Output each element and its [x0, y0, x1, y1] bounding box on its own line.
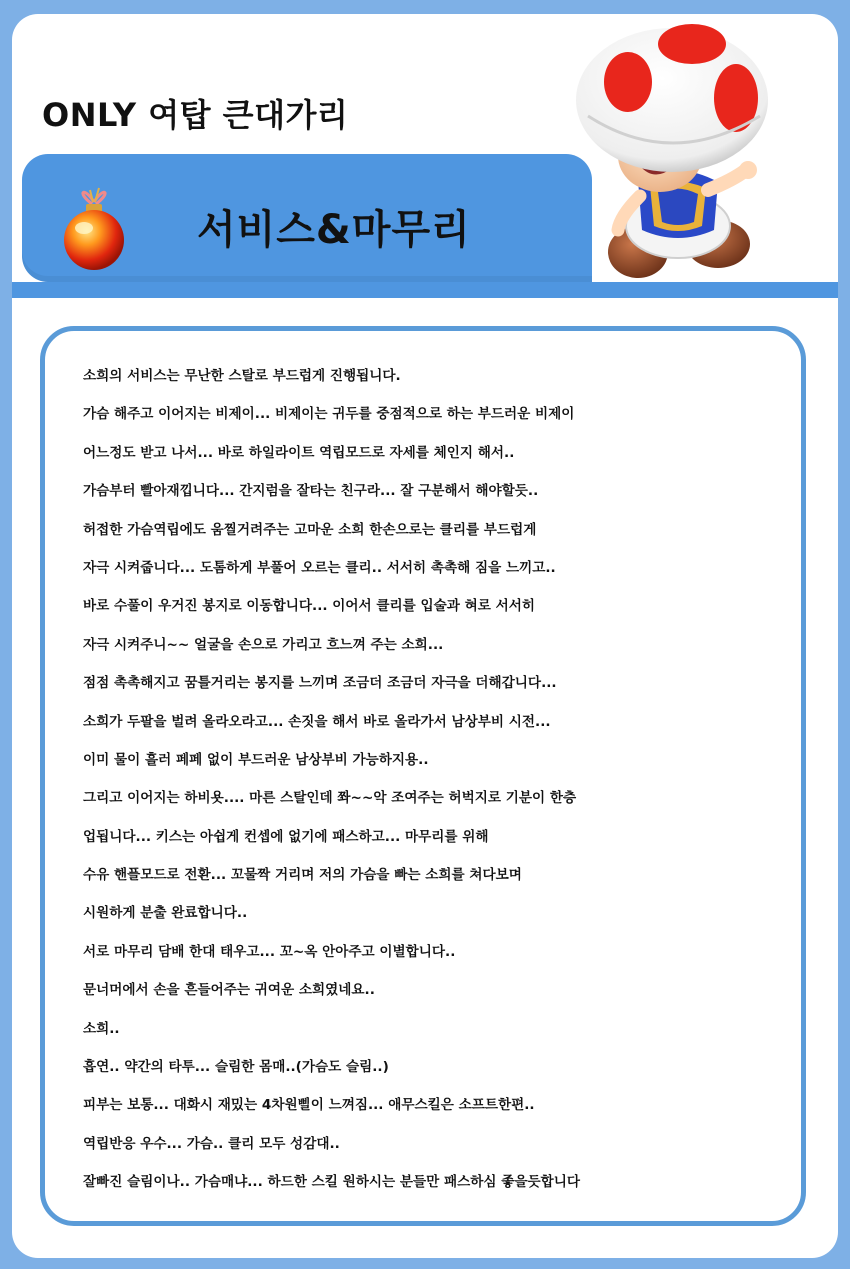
review-line: 피부는 보통... 대화시 재밌는 4차원삘이 느껴짐... 애무스킬은 소프트한편.. — [83, 1097, 535, 1114]
review-line: 업됩니다... 키스는 아쉽게 컨셉에 없기에 패스하고... 마무리를 위해 — [83, 828, 489, 845]
toad-character-illustration — [568, 20, 768, 288]
review-line: 소희의 서비스는 무난한 스탈로 부드럽게 진행됩니다. — [83, 368, 401, 384]
review-line: 허접한 가슴역립에도 움찔거려주는 고마운 소희 한손으로는 클리를 부드럽게 — [83, 521, 537, 538]
review-line: 어느정도 받고 나서... 바로 하일라이트 역립모드로 자세를 체인지 해서.. — [83, 444, 515, 461]
review-line: 문너머에서 손을 흔들어주는 귀여운 소희였네요.. — [83, 982, 375, 999]
review-line: 역립반응 우수... 가슴.. 클리 모두 성감대.. — [83, 1135, 340, 1152]
christmas-ornament-icon — [54, 182, 134, 278]
review-line: 가슴 해주고 이어지는 비제이... 비제이는 귀두를 중점적으로 하는 부드러운 비제이 — [83, 406, 575, 423]
review-line: 흡연.. 약간의 타투... 슬림한 몸매..(가슴도 슬림..) — [83, 1059, 389, 1076]
section-title: 서비스&마무리 — [197, 207, 471, 253]
review-content-box — [40, 326, 806, 1226]
review-line: 자극 시켜주니~~ 얼굴을 손으로 가리고 흐느껴 주는 소희... — [83, 636, 444, 653]
review-line: 이미 물이 흘러 페페 없이 부드러운 남상부비 가능하지용.. — [83, 751, 429, 768]
review-card — [12, 14, 838, 1258]
review-line: 그리고 이어지는 하비욧.... 마른 스탈인데 쫘~~악 조여주는 허벅지로 기분이 한층 — [83, 790, 577, 807]
review-lines — [83, 357, 580, 1202]
review-line: 자극 시켜줍니다... 도톰하게 부풀어 오르는 클리.. 서서히 촉촉해 짐을 느끼고.. — [83, 559, 556, 576]
review-line: 수유 핸플모드로 전환... 꼬물짝 거리며 저의 가슴을 빠는 소희를 쳐다보며 — [83, 867, 522, 884]
review-line: 잘빠진 슬림이나.. 가슴매냐... 하드한 스킬 원하시는 분들만 패스하심 좋을듯합니다 — [83, 1174, 581, 1191]
review-line: 점점 촉촉해지고 꿈틀거리는 봉지를 느끼며 조금더 조금더 자극을 더해갑니다... — [83, 675, 557, 692]
review-line: 가슴부터 빨아재낍니다... 간지럼을 잘타는 친구라... 잘 구분해서 해야할듯.. — [83, 483, 539, 500]
review-line: 소희가 두팔을 벌려 올라오라고... 손짓을 해서 바로 올라가서 남상부비 시전... — [83, 713, 551, 730]
review-line: 소희.. — [83, 1020, 120, 1037]
brand-title: ONLY 여탑 큰대가리 — [42, 96, 349, 134]
section-banner — [22, 154, 592, 282]
review-line: 바로 수풀이 우거진 봉지로 이동합니다... 이어서 클리를 입술과 혀로 서서히 — [83, 598, 536, 615]
review-line: 서로 마무리 담배 한대 태우고... 꼬~옥 안아주고 이별합니다.. — [83, 943, 456, 960]
review-line: 시원하게 분출 완료합니다.. — [83, 905, 248, 922]
